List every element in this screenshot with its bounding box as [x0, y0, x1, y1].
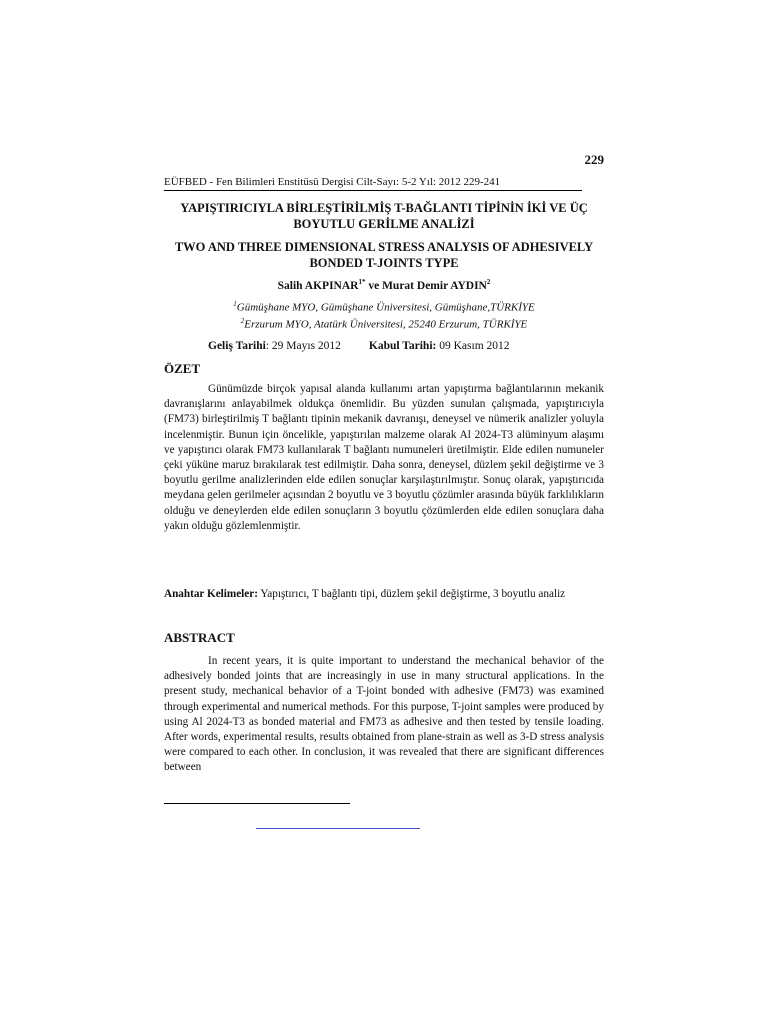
affiliation-2-mark: 2	[240, 317, 245, 325]
ozet-paragraph	[164, 382, 604, 534]
page-number: 229	[584, 152, 604, 167]
received-date: : 29 Mayıs 2012	[265, 340, 341, 352]
author-2-mark: 2	[486, 278, 491, 286]
ozet-heading: ÖZET	[164, 361, 201, 376]
accepted-label: Kabul Tarihi:	[368, 340, 437, 352]
keywords-label: Anahtar Kelimeler:	[164, 588, 258, 600]
email-link-underline[interactable]	[256, 828, 420, 829]
ozet-text: Günümüzde birçok yapısal alanda kullanımı artan yapıştırma bağlantılarının mekanik davranışlarını anlayabilmek oldukça önemlidir. Bu yüzden sunulan çalışmada, yapıştırıcıyla (FM73) birleştirilmiş T bağlantı tipinin mekanik davranışı, deneysel ve nümerik analizler yoluyla incelenmiştir. Bunun için öncelikle, yapıştırılan malzeme olarak Al 2024-T3 alüminyum alaşımı ve yapıştırıcı olarak FM73 kullanılarak T bağlantı numuneleri üretilmiştir. Elde edilen numuneler çeki yüküne maruz bırakılarak test edilmiştir. Daha sonra, deneysel, düzlem şekil değiştirme ve 3 boyutlu gerilme analizlerinden elde edilen sonuçlar karşılaştırılmıştır. Sonuç olarak, yapıştırıcıda meydana gelen gerilmeler açısından 2 boyutlu ve 3 boyutlu çözümler arasında büyük farklılıkların olduğu ve deneylerden elde edilen sonuçların 3 boyutlu çözümlerden elde edilen sonuçlara daha yakın olduğu gözlemlenmiştir.	[164, 383, 604, 532]
received-label: Geliş Tarihi	[208, 340, 266, 352]
title-english: TWO AND THREE DIMENSIONAL STRESS ANALYSIS OF ADHESIVELY BONDED T-JOINTS TYPE	[174, 240, 594, 270]
author-1-mark: 1*	[358, 278, 366, 286]
keywords-text: Yapıştırıcı, T bağlantı tipi, düzlem şekil değiştirme, 3 boyutlu analiz	[257, 588, 566, 600]
affiliation-1-text: Gümüşhane MYO, Gümüşhane Üniversitesi, Gümüşhane,TÜRKİYE	[236, 301, 535, 314]
footnote-rule	[164, 803, 350, 804]
title-turkish: YAPIŞTIRICIYLA BİRLEŞTİRİLMİŞ T-BAĞLANTI TİPİNİN İKİ VE ÜÇ BOYUTLU GERİLME ANALİZİ	[180, 201, 588, 231]
author-1: Salih AKPINAR	[277, 279, 359, 292]
affiliation-2	[164, 317, 604, 331]
author-conjunction: ve	[365, 279, 383, 292]
keywords-line	[164, 587, 604, 602]
authors-line	[164, 278, 604, 292]
abstract-heading: ABSTRACT	[164, 630, 235, 645]
abstract-text: In recent years, it is quite important to understand the mechanical behavior of the adhesively bonded joints that are increasingly in use in many structural applications. In the present study, mechanical behavior of a T-joint bonded with adhesive (FM73) was examined through experimental and numerical methods. For this purpose, T-joint samples were produced by using Al 2024-T3 as bonded material and FM73 as adhesive and then tested by tensile loading. After words, experimental results, results obtained from plane-strain as well as 3-D stress analysis were compared to each other. In conclusion, it was revealed that there are significant differences between	[164, 655, 604, 774]
author-2: Murat Demir AYDIN	[382, 279, 487, 292]
abstract-paragraph	[164, 654, 604, 776]
journal-header: EÜFBED - Fen Bilimleri Enstitüsü Dergisi Cilt-Sayı: 5-2 Yıl: 2012 229-241	[164, 176, 582, 191]
paper-page	[164, 0, 604, 1024]
affiliation-1-mark: 1	[233, 300, 237, 308]
accepted-date: 09 Kasım 2012	[436, 340, 510, 352]
dates-line	[208, 340, 510, 352]
affiliation-1	[164, 300, 604, 314]
affiliation-2-text: Erzurum MYO, Atatürk Üniversitesi, 25240 Erzurum, TÜRKİYE	[244, 318, 528, 331]
